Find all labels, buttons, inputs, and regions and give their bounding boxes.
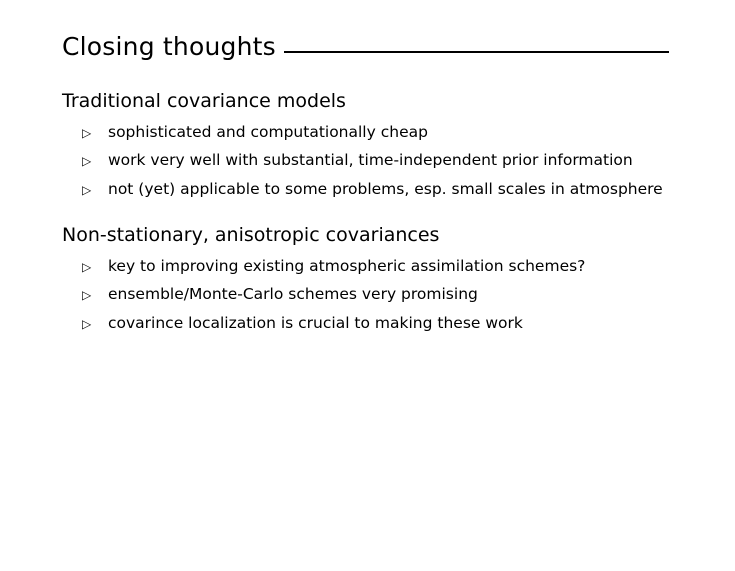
- section-traditional-covariance-models: [62, 90, 695, 208]
- list-item-label: covarince localization is crucial to making these work: [108, 314, 523, 333]
- bullet-list: [62, 122, 695, 199]
- triangle-right-icon: ▷: [82, 154, 92, 169]
- list-item: [62, 150, 695, 170]
- triangle-right-icon: ▷: [82, 125, 92, 140]
- list-item: [62, 256, 695, 276]
- page-title: Closing thoughts: [62, 32, 276, 61]
- list-item: [62, 122, 695, 142]
- section-heading: Traditional covariance models: [62, 90, 346, 112]
- list-item-label: not (yet) applicable to some problems, esp. small scales in atmosphere: [108, 180, 663, 199]
- section-non-stationary-anisotropic-covariances: [62, 224, 695, 342]
- list-item: [62, 284, 695, 304]
- triangle-right-icon: ▷: [82, 288, 92, 303]
- triangle-right-icon: ▷: [82, 259, 92, 274]
- section-heading: Non-stationary, anisotropic covariances: [62, 224, 440, 246]
- slide-title-row: [62, 34, 669, 59]
- title-underline-rule: [284, 51, 669, 53]
- triangle-right-icon: ▷: [82, 317, 92, 332]
- list-item-label: key to improving existing atmospheric assimilation schemes?: [108, 256, 586, 275]
- list-item-label: ensemble/Monte-Carlo schemes very promising: [108, 285, 478, 304]
- bullet-list: [62, 256, 695, 333]
- list-item-label: work very well with substantial, time-independent prior information: [108, 151, 633, 170]
- list-item: [62, 313, 695, 333]
- list-item-label: sophisticated and computationally cheap: [108, 122, 428, 141]
- list-item: [62, 179, 695, 199]
- triangle-right-icon: ▷: [82, 183, 92, 198]
